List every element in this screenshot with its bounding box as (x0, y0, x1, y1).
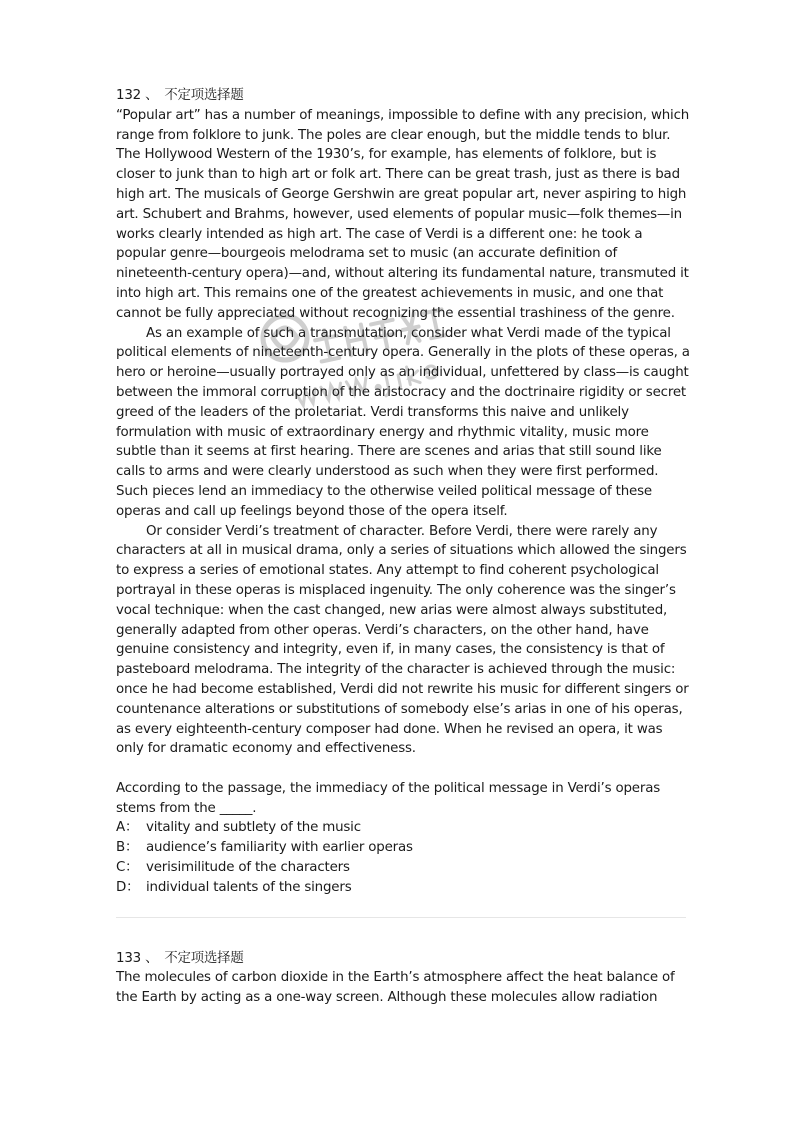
passage-paragraph-3: Or consider Verdi’s treatment of character. Before Verdi, there were rarely any characters at all in musical drama, only a series of situations which allowed the singers to express a series of emotional states. Any attempt to find coherent psychological portrayal in these operas is misplaced ingenuity. The only coherence was the singer’s vocal technique: when the cast changed, new arias were almost always substituted, generally adapted from other operas. Verdi’s characters, on the other hand, have genuine consistency and integrity, even if, in many cases, the consistency is that of pasteboard melodrama. The integrity of the character is achieved through the music: once he had become established, Verdi did not rewrite his music for different singers or countenance alterations or substitutions of somebody else’s arias in one of his operas, as every eighteenth-century composer had done. When he revised an opera, it was only for dramatic economy and effectiveness. (116, 523, 689, 757)
option-text: individual talents of the singers (146, 879, 352, 895)
passage-paragraph-1: The molecules of carbon dioxide in the Earth’s atmosphere affect the heat balance of the Earth by acting as a one-way screen. Although these molecules allow radiation (116, 970, 675, 1006)
question-132 (116, 86, 691, 898)
option-letter: C： (116, 860, 139, 876)
option-text: vitality and subtlety of the music (146, 820, 361, 836)
question-number: 133 、 (116, 950, 159, 966)
option-letter: A： (116, 820, 139, 836)
question-stem: According to the passage, the immediacy of the political message in Verdi’s operas stems from the _____. (116, 780, 661, 816)
question-type: 不定项选择题 (164, 950, 244, 966)
question-number: 132 、 (116, 88, 159, 103)
section-divider (116, 917, 686, 918)
reading-passage (116, 968, 691, 1008)
question-heading (116, 86, 691, 106)
option-letter: D： (116, 879, 140, 895)
question-heading (116, 949, 691, 969)
question-133 (116, 949, 691, 1008)
option-text: verisimilitude of the characters (146, 860, 350, 876)
document-page (116, 86, 691, 1008)
option-c[interactable] (116, 858, 691, 878)
option-b[interactable] (116, 838, 691, 858)
option-a[interactable] (116, 818, 691, 838)
passage-paragraph-1: “Popular art” has a number of meanings, impossible to define with any precision, which range from folklore to junk. The poles are clear enough, but the middle tends to blur. The Hollywood Western of the 1930’s, for example, has elements of folklore, but is closer to junk than to high art or folk art. There can be great trash, just as there is bad high art. The musicals of George Gershwin are great popular art, never aspiring to high art. Schubert and Brahms, however, used elements of popular music—folk themes—in works clearly intended as high art. The case of Verdi is a different one: he took a popular genre—bourgeois melodrama set to music (an accurate definition of nineteenth-century opera)—and, without altering its fundamental nature, transmuted it into high art. This remains one of the greatest achievements in music, and one that cannot be fully appreciated without recognizing the essential trashiness of the genre. (116, 107, 690, 321)
option-d[interactable] (116, 878, 691, 898)
option-letter: B： (116, 840, 139, 856)
reading-passage (116, 106, 691, 759)
passage-paragraph-2: As an example of such a transmutation, consider what Verdi made of the typical political elements of nineteenth-century opera. Generally in the plots of these operas, a hero or heroine—usually portrayed only as an individual, unfettered by class—is caught between the immoral corruption of the aristocracy and the doctrinaire rigidity or secret greed of the leaders of the proletariat. Verdi transforms this naive and unlikely formulation with music of extraordinary energy and rhythmic vitality, music more subtle than it seems at first hearing. There are scenes and arias that still sound like calls to arms and were clearly understood as such when they were first performed. Such pieces lend an immediacy to the otherwise veiled political message of these operas and call up feelings beyond those of the opera itself. (116, 325, 690, 519)
option-text: audience’s familiarity with earlier operas (146, 840, 413, 856)
question-type: 不定项选择题 (164, 88, 244, 103)
answer-options (116, 818, 691, 897)
